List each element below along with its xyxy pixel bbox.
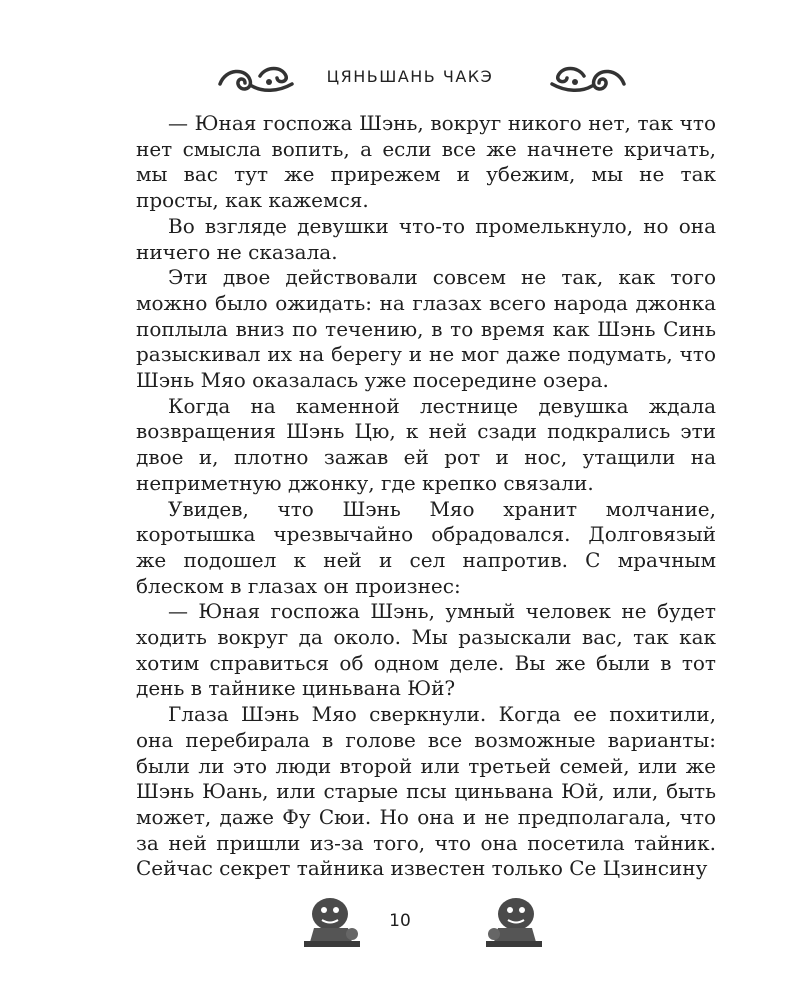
guardian-lion-icon	[482, 894, 546, 948]
guardian-lion-icon	[300, 894, 364, 948]
paragraph: Когда на каменной лестнице девушка ждала возвращения Шэнь Цю, к ней сзади подкрались эти двое и, плотно зажав ей рот и нос, утащили на неприметную джонку, где крепко связали.	[136, 393, 716, 495]
page-footer	[0, 894, 800, 950]
swirl-ornament-icon	[548, 62, 628, 96]
paragraph: Глаза Шэнь Мяо сверкнули. Когда ее похитили, она перебирала в голове все возможные варианты: были ли это люди второй или третьей семей, или же Шэнь Юань, или старые псы циньвана Юй, или, быть может, даже Фу Сюи. Но она и не предполагала, что за ней пришли из-за того, что она посетила тайник. Сейчас секрет тайника известен только Се Цзинсину	[136, 702, 716, 881]
running-title: ЦЯНЬШАНЬ ЧАКЭ	[326, 67, 494, 86]
page-number: 10	[389, 911, 411, 931]
text-body	[136, 111, 716, 882]
paragraph: Увидев, что Шэнь Мяо хранит молчание, коротышка чрезвычайно обрадовался. Долговязый же подошел к ней и сел напротив. С мрачным блеском в глазах он произнес:	[136, 496, 716, 598]
page-header	[0, 60, 800, 100]
paragraph: — Юная госпожа Шэнь, вокруг никого нет, так что нет смысла вопить, а если все же начнете кричать, мы вас тут же прирежем и убежим, мы не так просты, как кажемся.	[136, 111, 716, 213]
swirl-ornament-icon	[216, 62, 296, 96]
paragraph: — Юная госпожа Шэнь, умный человек не будет ходить вокруг да около. Мы разыскали вас, так как хотим справиться об одном деле. Вы же были в тот день в тайнике циньвана Юй?	[136, 599, 716, 701]
paragraph: Эти двое действовали совсем не так, как того можно было ожидать: на глазах всего народа джонка поплыла вниз по течению, в то время как Шэнь Синь разыскивал их на берегу и не мог даже подумать, что Шэнь Мяо оказалась уже посередине озера.	[136, 265, 716, 393]
paragraph: Во взгляде девушки что-то промелькнуло, но она ничего не сказала.	[136, 213, 716, 264]
